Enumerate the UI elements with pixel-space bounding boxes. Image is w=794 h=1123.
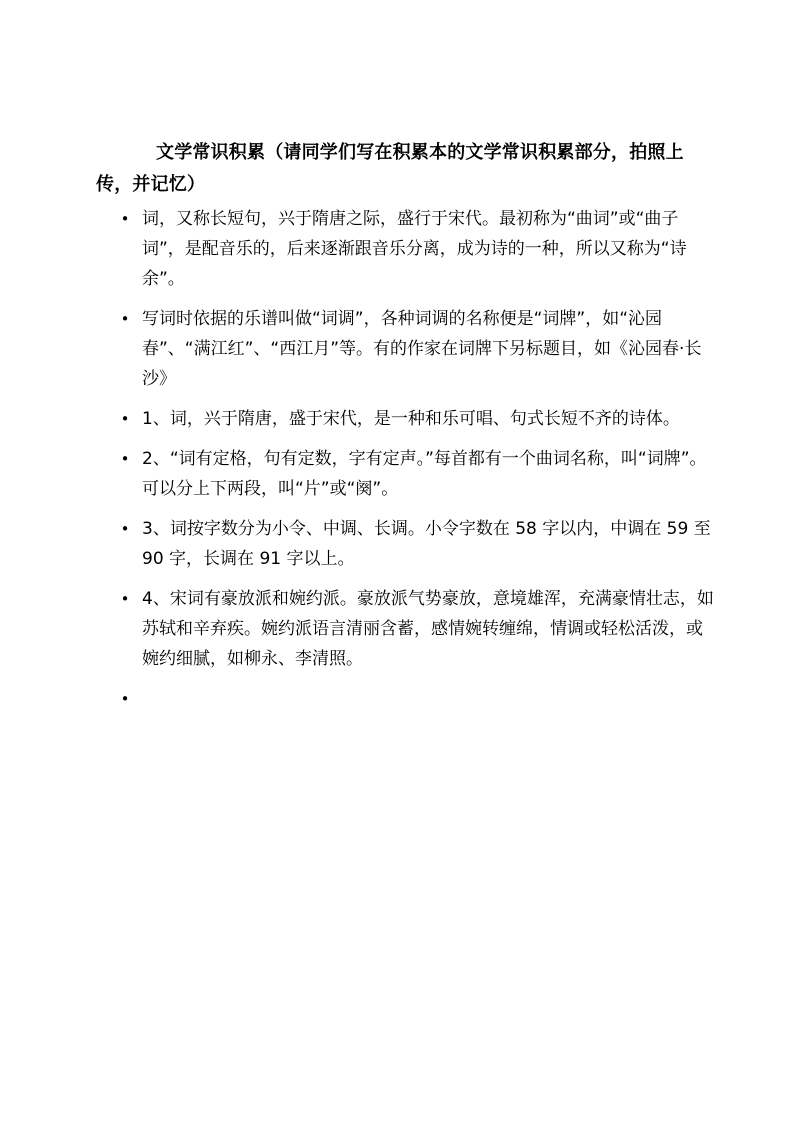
list-item-text: 2、“词有定格，句有定数，字有定声。”每首都有一个曲词名称，叫“词牌”。可以分上下两段，叫“片”或“阕”。 — [142, 449, 707, 499]
list-item — [118, 514, 718, 574]
list-item-text: 词，又称长短句，兴于隋唐之际，盛行于宋代。最初称为“曲词”或“曲子词”，是配音乐的，后来逐渐跟音乐分离，成为诗的一种，所以又称为“诗余”。 — [142, 209, 687, 289]
bullet-icon: • — [120, 520, 130, 538]
list-item — [118, 444, 718, 504]
list-item-text: 3、词按字数分为小令、中调、长调。小令字数在 58 字以内，中调在 59 至 90 字，长调在 91 字以上。 — [142, 519, 711, 569]
bullet-icon: • — [120, 590, 130, 608]
bullet-icon: • — [120, 310, 130, 328]
bullet-icon: • — [120, 690, 130, 708]
list-item — [118, 204, 718, 294]
list-item-text: 1、词，兴于隋唐，盛于宋代，是一种和乐可唱、句式长短不齐的诗体。 — [142, 409, 680, 429]
document-heading: 文学常识积累（请同学们写在积累本的文学常识积累部分，拍照上传，并记忆） — [96, 142, 684, 195]
list-item — [118, 404, 718, 434]
list-item-text: 写词时依据的乐谱叫做“词调”，各种词调的名称便是“词牌”，如“沁园春”、“满江红”、“西江月”等。有的作家在词牌下另标题目，如《沁园春·长沙》 — [142, 309, 702, 389]
notes-list — [118, 204, 718, 708]
list-item — [118, 304, 718, 394]
list-item-text: 4、宋词有豪放派和婉约派。豪放派气势豪放，意境雄浑，充满豪情壮志，如苏轼和辛弃疾。婉约派语言清丽含蓄，感情婉转缠绵，情调或轻松活泼，或婉约细腻，如柳永、李清照。 — [142, 589, 714, 669]
bullet-icon: • — [120, 410, 130, 428]
list-item — [118, 584, 718, 674]
bullet-icon: • — [120, 210, 130, 228]
bullet-icon: • — [120, 450, 130, 468]
